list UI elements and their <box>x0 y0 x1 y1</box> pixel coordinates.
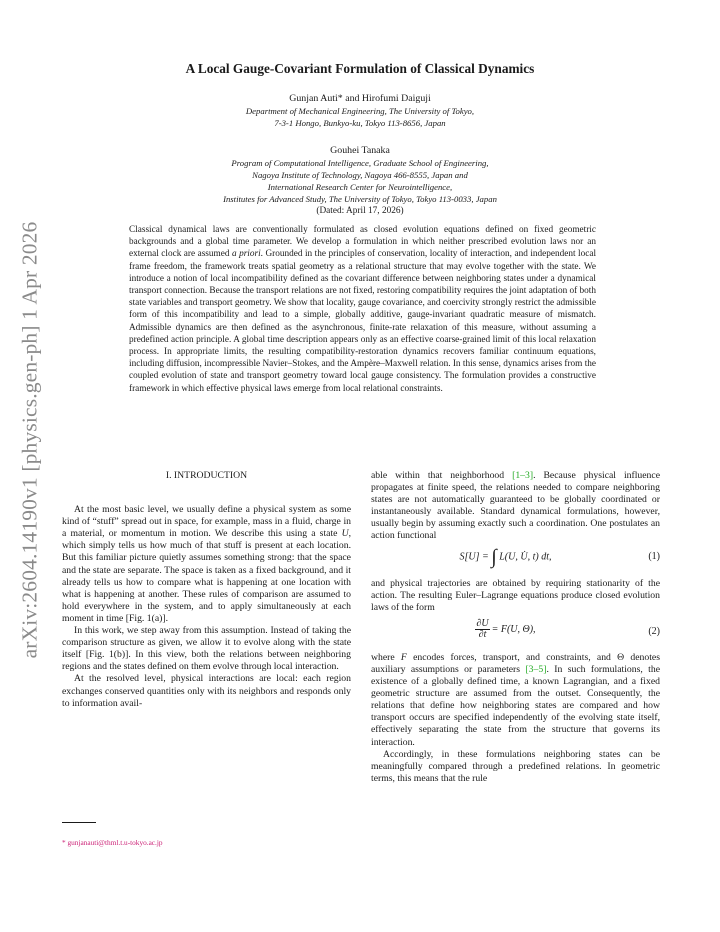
affiliation-2-line-2: Nagoya Institute of Technology, Nagoya 466-8555, Japan and <box>252 170 468 180</box>
equation-1-number: (1) <box>648 550 660 562</box>
arxiv-sidebar-stamp <box>12 221 48 659</box>
partial-derivative-fraction: $\frac{\partial U}{\partial t}$ <box>476 617 489 640</box>
abstract-text-a: Classical dynamical laws are conventionally formulated as closed evolution equations defined on fixed geometric backgrounds and a global time parameter. We develop a formulation in which neither prescribed evolution laws nor an external clock are assumed <box>129 225 596 260</box>
affiliation-2-line-3: International Research Center for Neurointelligence, <box>267 182 453 192</box>
footnote-email-link[interactable]: * gunjanauti@thml.t.u-tokyo.ac.jp <box>62 838 163 847</box>
affiliation-2-line-1: Program of Computational Intelligence, Graduate School of Engineering, <box>231 158 489 168</box>
abstract <box>129 224 596 395</box>
integral-sign: ∫ <box>491 545 497 568</box>
state-symbol-U: U <box>341 528 349 540</box>
citation-link-3-5[interactable]: [3–5] <box>525 663 547 675</box>
affiliation-1-line-2: 7-3-1 Hongo, Bunkyo-ku, Tokyo 113-8656, Japan <box>274 118 446 128</box>
section-heading-introduction: I. INTRODUCTION <box>165 470 248 481</box>
author-line-2: Gouhei Tanaka <box>330 145 390 156</box>
right-paragraph-2: and physical trajectories are obtained by requiring stationarity of the action. The resulting Euler–Lagrange equations produce closed evolution laws of the form <box>371 577 660 613</box>
citation-link-1-3[interactable]: [1–3] <box>512 470 534 481</box>
paper-title: A Local Gauge-Covariant Formulation of Classical Dynamics <box>185 61 535 76</box>
right-paragraph-3: where F encodes forces, transport, and constraints, and Θ denotes auxiliary assumptions or parameters [3–5]. In such formulations, the existence of a globally defined time, a known Lagrangian, and a fixed geometric structure are assumed from the outset. Consequently, the relations that define how neighboring states are compared and how transport occurs are specified independently of the evolving state itself, effectively separating the state from the structure that governs its interaction. <box>371 651 660 748</box>
affiliation-1-line-1: Department of Mechanical Engineering, The University of Tokyo, <box>245 106 475 116</box>
footnote-rule <box>62 822 96 823</box>
equation-1: S[U] = ∫ L(U, U̇, t) dt, (1) <box>459 545 660 568</box>
abstract-emphasis: a priori <box>231 249 261 260</box>
left-column <box>62 470 351 710</box>
dated-line: (Dated: April 17, 2026) <box>316 206 404 216</box>
intro-paragraph-2: In this work, we step away from this assumption. Instead of taking the comparison structure as given, we allow it to evolve along with the state itself [Fig. 1(b)]. In this view, both the relations between neighboring regions and the states defined on them evolve through local interaction. <box>62 625 351 673</box>
author-line-1: Gunjan Auti* and Hirofumi Daiguji <box>289 93 431 104</box>
right-column <box>371 470 660 785</box>
arxiv-identifier: arXiv:2604.14190v1 [physics.gen-ph] 1 Apr 2026 <box>17 221 42 659</box>
abstract-text-b: . Grounded in the principles of conservation, locality of interaction, and independent local frame freedom, the framework treats spatial geometry as a relational structure that may evolve together with the state. We introduce a notion of local incompatibility defined as the covariant difference between neighboring states under a dynamical transport connection. Because the transport relations are not fixed, restoring compatibility requires the joint adaptation of both state variables and transport geometry. We show that locality, gauge covariance, and coercivity strongly restrict the admissible form of this incompatibility and lead to a simple, globally additive, gauge-invariant quadratic measure of mismatch. Admissible dynamics are then defined as the asynchronous, finite-rate relaxation of this measure, without assuming a predefined action principle. A global time description appears only as an effective coarse-grained limit of this local relaxation process. In appropriate limits, the resulting compatibility-restoration dynamics recovers familiar continuum equations, including diffusion, incompressible Navier–Stokes, and the Ampère–Maxwell relation. In this sense, dynamics arises from the coupled evolution of state and transport geometry toward local gauge consistency. The formulation provides a constructive framework in which effective physical laws emerge from local relational constraints. <box>129 249 597 394</box>
right-paragraph-1: able within that neighborhood [1–3]. Because physical influence propagates at finite speed, the relations needed to compare neighboring states are not automatically guaranteed to be globally coordinated or instantaneously available. Standard dynamical formulations, however, usually begin by assuming exactly such a coordination. One postulates an action functional <box>371 470 660 542</box>
equation-2: $\frac{\partial U}{\partial t}$ = F(U, Θ), (2) <box>476 617 660 640</box>
equation-2-number: (2) <box>648 625 660 637</box>
affiliation-2-line-4: Institutes for Advanced Study, The University of Tokyo, Tokyo 113-0033, Japan <box>223 194 497 204</box>
intro-paragraph-3: At the resolved level, physical interactions are local: each region exchanges conserved quantities only with its neighbors and responds only to information avail- <box>62 673 351 709</box>
intro-paragraph-1: At the most basic level, we usually define a physical system as some kind of “stuff” spread out in space, for example, mass in a fluid, charge in a material, or momentum in motion. We describe this using a state U, which simply tells us how much of that stuff is present at each location. But this familiar picture quietly assumes something strong: that the space and the state are separate. The space is taken as a fixed background, and it already tells us how to compare what is happening at one location with what is happening at another. These rules of comparison are assumed to hold everywhere in the system, and to apply simultaneously at each moment in time [Fig. 1(a)]. <box>62 504 351 624</box>
right-paragraph-4: Accordingly, in these formulations neighboring states can be meaningfully compared through a predefined relations. In geometric terms, this means that the rule <box>371 748 660 784</box>
